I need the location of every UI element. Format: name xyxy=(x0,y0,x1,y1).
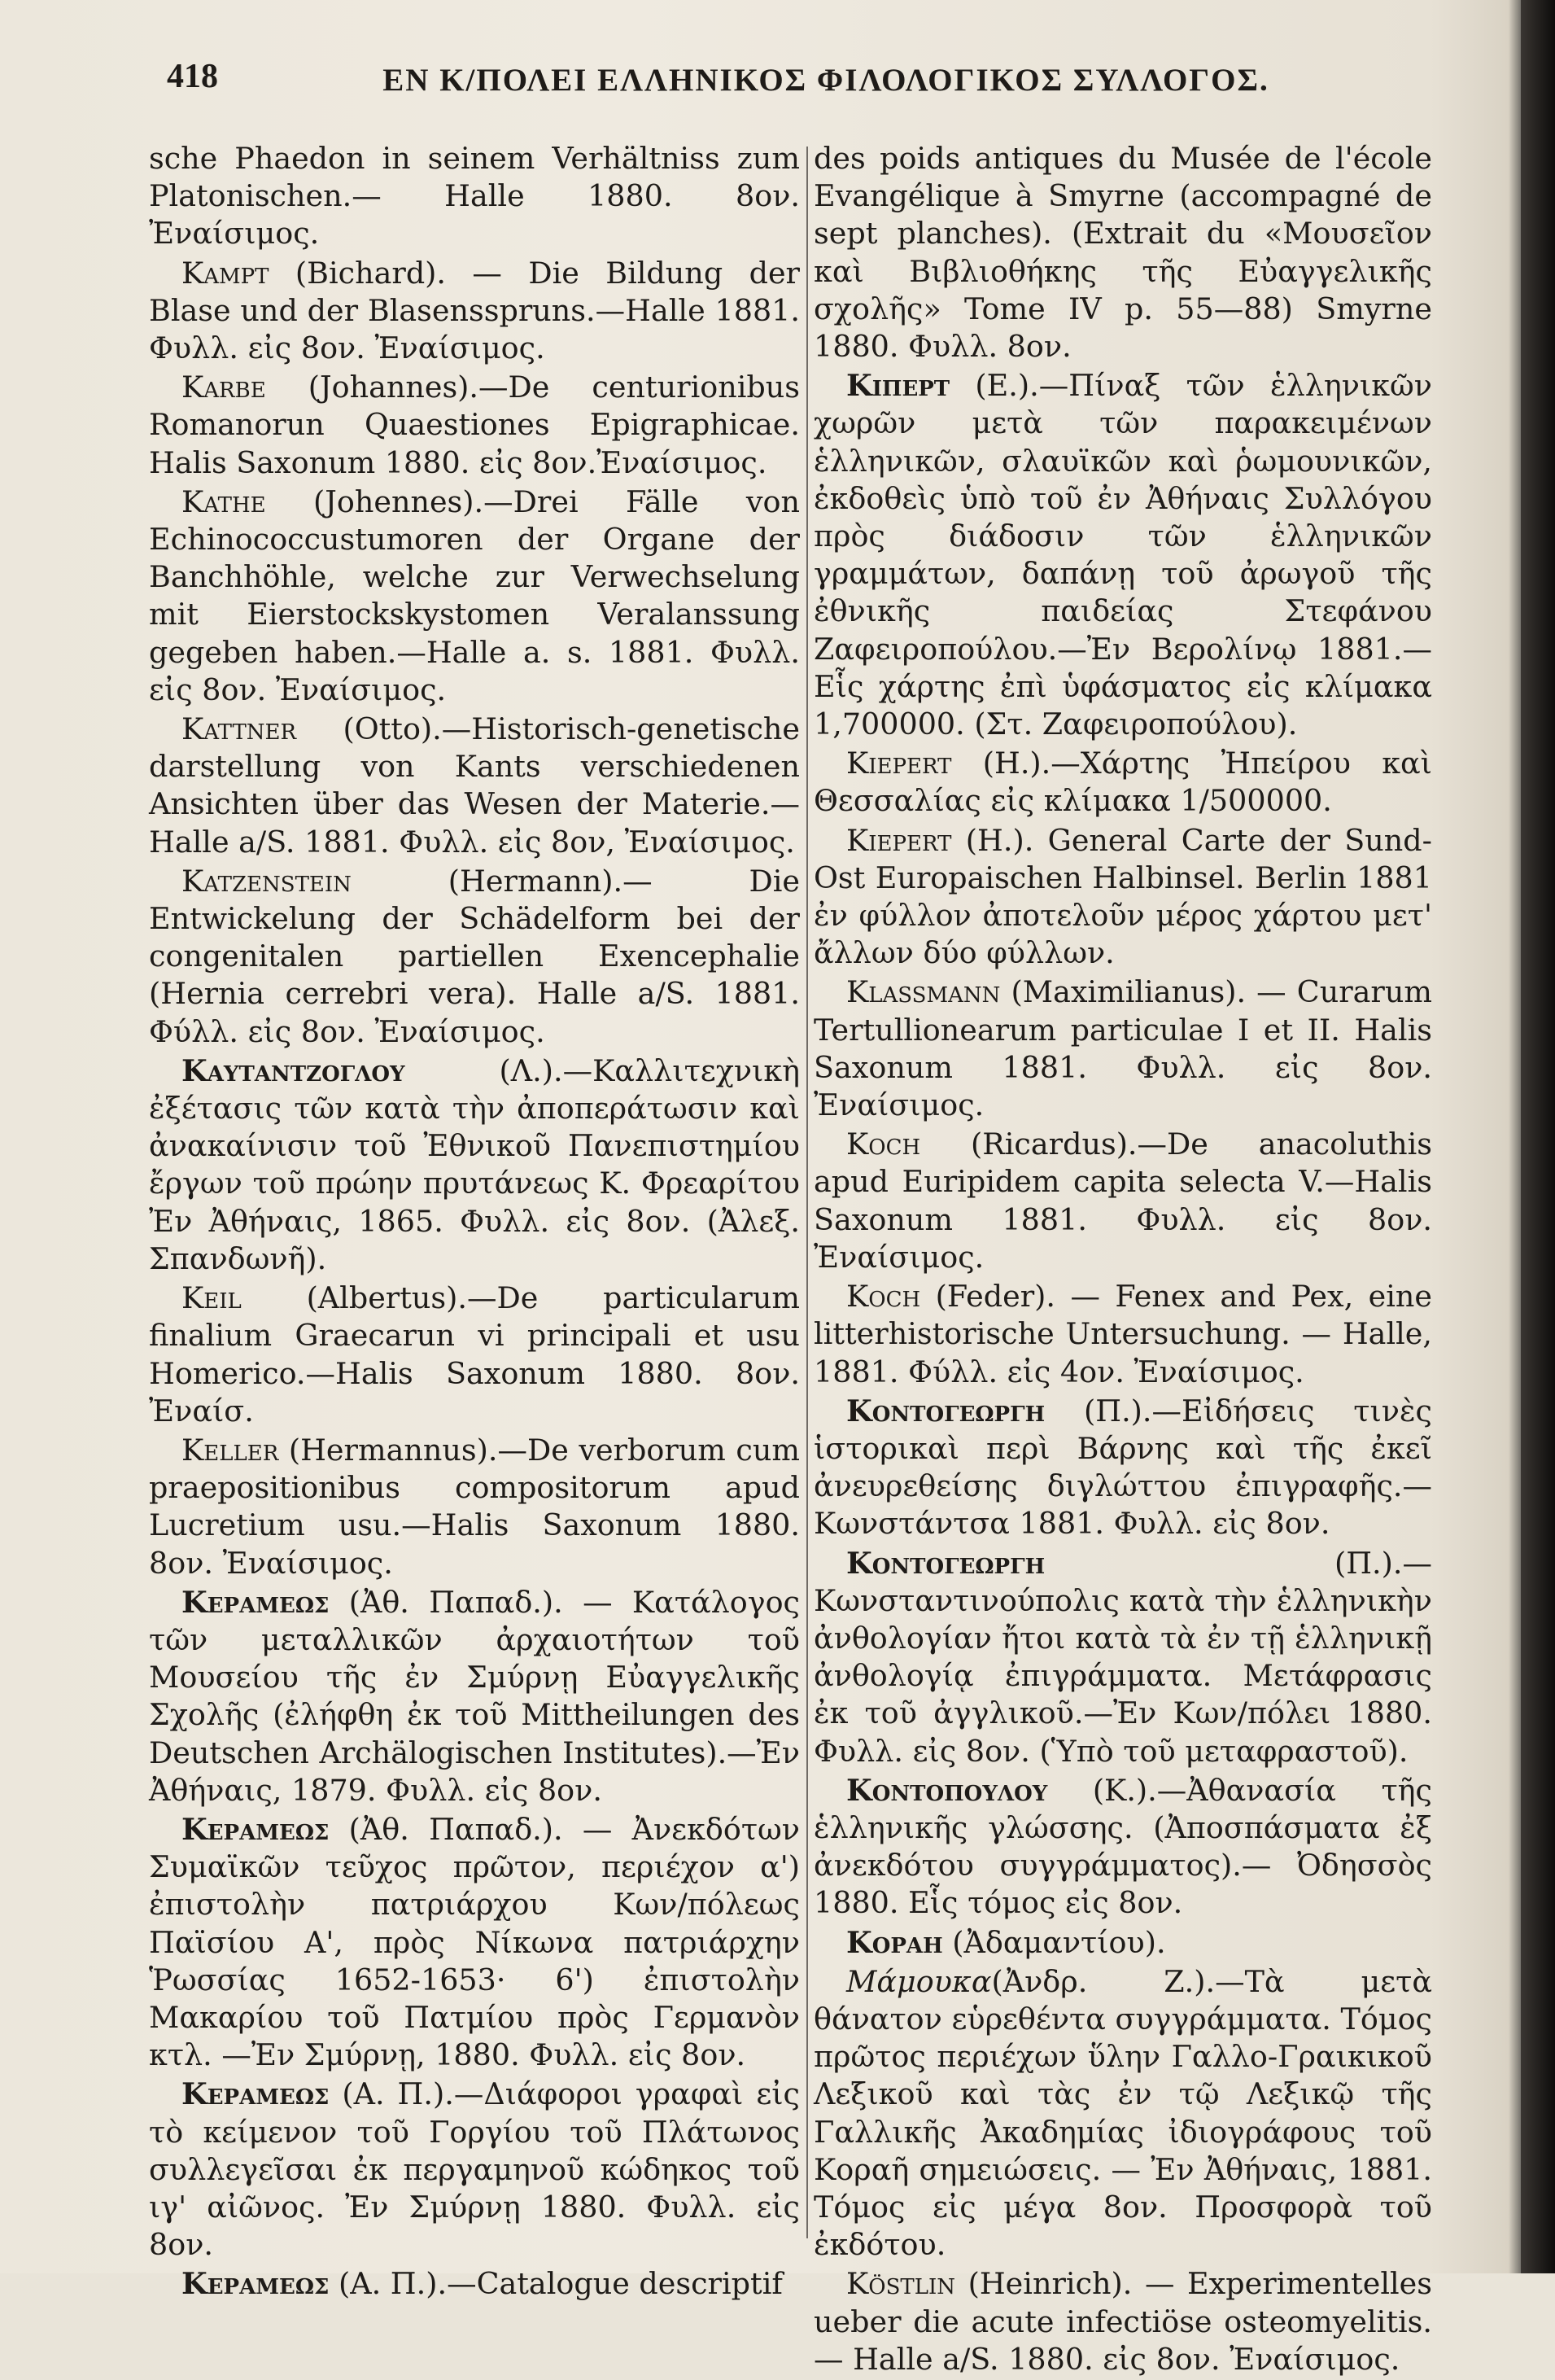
entry-text: (Feder). — Fenex and Pex, eine litterhistorische Untersuchung. — Halle, 1881. Φύλλ. εἰς 4ον. Ἐναίσιμος. xyxy=(814,1279,1432,1389)
bibliography-entry xyxy=(814,973,1432,1124)
bibliography-entry xyxy=(814,140,1432,365)
entry-text: sche Phaedon in seinem Verhältniss zum Platonischen.— Halle 1880. 8ον. Ἐναίσιμος. xyxy=(149,141,800,252)
bibliography-entry xyxy=(814,1393,1432,1543)
entry-text: (Ε.).—Πίναξ τῶν ἑλληνικῶν χωρῶν μετὰ τῶν παρακειμένων ἑλληνικῶν, σλαυϊκῶν καὶ ῥωμουνικῶν, ἐκδοθεὶς ὑπὸ τοῦ ἐν Ἀθήναις Συλλόγου πρὸς διάδοσιν τῶν ἑλληνικῶν γραμμάτων, δαπάνῃ τοῦ ἀρωγοῦ τῆς ἐθνικῆς παιδείας Στεφάνου Ζαφειροπούλου.—Ἐν Βερολίνῳ 1881.—Εἷς χάρτης ἐπὶ ὑφάσματος εἰς κλίμακα 1,700000. (Στ. Ζαφειροπούλου). xyxy=(814,368,1432,742)
page-number: 418 xyxy=(167,58,218,95)
author-name: Koch xyxy=(846,1127,921,1162)
left-column xyxy=(149,140,800,2305)
entry-text: (Ἀθ. Παπαδ.). — Κατάλογος τῶν μεταλλικῶν ἀρχαιοτήτων τοῦ Μουσείου τῆς ἐν Σμύρνῃ Εὐαγγελικῆς Σχολῆς (ἐλήφθη ἐκ τοῦ Mittheilungen des Deutschen Archälogischen Institutes).—Ἐν Ἀθήναις, 1879. Φυλλ. εἰς 8ον. xyxy=(149,1584,800,1808)
author-name: Keil xyxy=(181,1280,242,1316)
column-divider xyxy=(806,147,808,2238)
bibliography-entry xyxy=(814,745,1432,820)
entry-text: (Π.).—Κωνσταντινούπολις κατὰ τὴν ἑλληνικὴν ἀνθολογίαν ἤτοι κατὰ τὰ ἐν τῇ ἑλληνικῇ ἀνθολογίᾳ ἐπιγράμματα. Μετάφρασις ἐκ τοῦ ἀγγλικοῦ.—Ἐν Κων/πόλει 1880. Φυλλ. εἰς 8ον. (Ὑπὸ τοῦ μεταφραστοῦ). xyxy=(814,1545,1432,1769)
author-name: Kiepert xyxy=(846,746,952,781)
author-name: Μάμουκα xyxy=(846,1963,992,1999)
entry-text: (Α. Π.).—Catalogue descriptif xyxy=(329,2266,783,2302)
author-name: Klassmann xyxy=(846,974,1001,1010)
author-name: Κεραμεως xyxy=(181,1811,330,1847)
author-name: Κεραμεως xyxy=(181,2076,330,2112)
author-name: Καυτανtζογλου xyxy=(181,1052,405,1088)
entry-text: (Ἀθ. Παπαδ.). — Ἀνεκδότων Συμαϊκῶν τεῦχος πρῶτον, περιέχον α') ἐπιστολὴν πατριάρχου Κων/πόλεως Παϊσίου Α', πρὸς Νίκωνα πατριάρχην Ῥωσσίας 1652-1653· 6') ἐπιστολὴν Μακαρίου τοῦ Πατμίου πρὸς Γερμανὸν κτλ. —Ἐν Σμύρνῃ, 1880. Φυλλ. εἰς 8ον. xyxy=(149,1811,800,2073)
bibliography-entry xyxy=(814,1126,1432,1276)
author-name: Κεραμεως xyxy=(181,2266,330,2302)
entry-text: (Λ.).—Καλλιτεχνικὴ ἐξέτασις τῶν κατὰ τὴν ἀποπεράτωσιν καὶ ἀνακαίνισιν τοῦ Ἐθνικοῦ Πανεπιστημίου ἔργων τοῦ πρώην πρυτάνεως Κ. Φρεαρίτου Ἐν Ἀθήναις, 1865. Φυλλ. εἰς 8ον. (Ἀλεξ. Σπανδωνῆ). xyxy=(149,1052,800,1276)
bibliography-entry xyxy=(149,863,800,1051)
bibliography-entry xyxy=(149,483,800,709)
author-name: Κεραμεως xyxy=(181,1584,330,1620)
entry-text: (Johannes).—De centurionibus Romanorun Quaestiones Epigraphicae. Halis Saxonum 1880. εἰς 8ον.Ἐναίσιμος. xyxy=(149,370,800,480)
author-name: Köstlin xyxy=(846,2266,956,2302)
author-name: Kiepert xyxy=(846,822,952,858)
author-name: Κιπερτ xyxy=(846,368,950,404)
entry-text: (Ἀδαμαντίου). xyxy=(942,1924,1166,1960)
bibliography-entry xyxy=(814,1545,1432,1770)
bibliography-entry xyxy=(149,1052,800,1278)
entry-text: (H.). General Carte der Sund-Ost Europaischen Halbinsel. Berlin 1881 ἐν φύλλον ἀποτελοῦν μέρος χάρτου μετ' ἄλλων δύο φύλλων. xyxy=(814,822,1432,971)
entry-text: (Hermannus).—De verborum cum praepositionibus compositorum apud Lucretium usu.—Halis Saxonum 1880. 8ον. Ἐναίσιμος. xyxy=(149,1432,800,1581)
right-column xyxy=(814,140,1432,2380)
bibliography-entry xyxy=(149,369,800,482)
entry-text: (Α. Π.).—Διάφοροι γραφαὶ εἰς τὸ κείμενον τοῦ Γοργίου τοῦ Πλάτωνος συλλεγεῖσαι ἐκ περγαμηνοῦ κώδηκος τοῦ ιγ' αἰῶνος. Ἐν Σμύρνῃ 1880. Φυλλ. εἰς 8ον. xyxy=(149,2076,800,2263)
author-name: Κοντογεωργη xyxy=(846,1545,1046,1581)
entry-text: (Ἀνδρ. Ζ.).—Τὰ μετὰ θάνατον εὑρεθέντα συγγράμματα. Τόμος πρῶτος περιέχων ὕλην Γαλλο-Γραικικοῦ Λεξικοῦ καὶ τὰς ἐν τῷ Λεξικῷ τῆς Γαλλικῆς Ἀκαδημίας ἰδιογράφους τοῦ Κοραῆ σημειώσεις. — Ἐν Ἀθήναις, 1881. Τόμος εἰς μέγα 8ον. Προσφορὰ τοῦ ἐκδότου. xyxy=(814,1963,1432,2263)
bibliography-entry xyxy=(149,1432,800,1582)
author-name: Katzenstein xyxy=(181,863,352,899)
author-name: Karbe xyxy=(181,370,266,405)
running-title: ΕΝ Κ/ΠΟΛΕΙ ΕΛΛΗΝΙΚΟΣ ΦΙΛΟΛΟΓΙΚΟΣ ΣΥΛΛΟΓΟΣ. xyxy=(382,63,1269,98)
bibliography-entry xyxy=(149,1811,800,2074)
entry-text: des poids antiques du Musée de l'école Evangélique à Smyrne (accompagné de sept planches). (Extrait du «Μουσεῖον καὶ Βιβλιοθήκης τῆς Εὐαγγελικῆς σχολῆς» Tome IV p. 55—88) Smyrne 1880. Φυλλ. 8ον. xyxy=(814,141,1432,365)
bibliography-entry xyxy=(814,1278,1432,1391)
entry-text: (Otto).—Historisch-genetische darstellung von Kants verschiedenen Ansichten über das Wesen der Materie.—Halle a/S. 1881. Φυλλ. εἰς 8ον, Ἐναίσιμος. xyxy=(149,711,800,860)
bibliography-entry xyxy=(149,255,800,368)
entry-text: (Heinrich). — Experimentelles ueber die acute infectiöse osteomyelitis.— Halle a/S. 1880. εἰς 8ον. Ἐναίσιμος. xyxy=(814,2266,1432,2377)
bibliography-entry xyxy=(814,822,1432,973)
author-name: Koch xyxy=(846,1279,921,1315)
author-name: Kattner xyxy=(181,711,297,747)
entry-text: (Bichard). — Die Bildung der Blase und der Blasensspruns.—Halle 1881. Φυλλ. εἰς 8ον. Ἐναίσιμος. xyxy=(149,255,800,366)
book-spine-shadow xyxy=(1521,0,1555,2273)
bibliography-entry xyxy=(814,2265,1432,2378)
author-name: Kathe xyxy=(181,483,266,519)
running-head xyxy=(167,57,1436,114)
entry-text: (Ricardus).—De anacoluthis apud Euripidem capita selecta V.—Halis Saxonum 1881. Φυλλ. εἰς 8ον. Ἐναίσιμος. xyxy=(814,1127,1432,1275)
entry-text: (Π.).—Εἰδήσεις τινὲς ἱστορικαὶ περὶ Βάρνης καὶ τῆς ἐκεῖ ἀνευρεθείσης διγλώττου ἐπιγραφῆς.— Κωνστάντσα 1881. Φυλλ. εἰς 8ον. xyxy=(814,1393,1432,1542)
bibliography-entry xyxy=(149,2076,800,2264)
entry-text: (Johennes).—Drei Fälle von Echinococcustumoren der Organe der Banchhöhle, welche zur Verwechselung mit Eierstockskystomen Veralanssung gegeben haben.—Halle a. s. 1881. Φυλλ. εἰς 8ον. Ἐναίσιμος. xyxy=(149,483,800,707)
bibliography-entry xyxy=(814,1924,1432,1962)
entry-text: (Hermann).— Die Entwickelung der Schädelform bei der congenitalen partiellen Exencephalie (Hernia cerrebri vera). Halle a/S. 1881. Φύλλ. εἰς 8ον. Ἐναίσιμος. xyxy=(149,863,800,1049)
entry-text: (Κ.).—Ἀθανασία τῆς ἑλληνικῆς γλώσσης. (Ἀποσπάσματα ἐξ ἀνεκδότου συγγράμματος).— Ὀδησσὸς 1880. Εἷς τόμος εἰς 8ον. xyxy=(814,1772,1432,1921)
author-name: Κοραη xyxy=(846,1924,943,1960)
entry-text: (Maximilianus). — Curarum Tertullionearum particulae I et II. Halis Saxonum 1881. Φυλλ. εἰς 8ον. Ἐναίσιμος. xyxy=(814,974,1432,1123)
entry-text: (Η.).—Χάρτης Ἠπείρου καὶ Θεσσαλίας εἰς κλίμακα 1/500000. xyxy=(814,746,1432,819)
bibliography-entry xyxy=(149,140,800,253)
bibliography-entry xyxy=(149,2265,800,2303)
bibliography-entry xyxy=(149,711,800,861)
bibliography-entry xyxy=(814,1772,1432,1923)
author-name: Keller xyxy=(181,1432,279,1468)
bibliography-entry xyxy=(149,1280,800,1430)
author-name: Kampt xyxy=(181,255,269,291)
author-name: Κοντογεωργη xyxy=(846,1393,1046,1428)
entry-text: (Albertus).—De particularum finalium Graecarun vi principali et usu Homerico.—Halis Saxonum 1880. 8ον. Ἐναίσ. xyxy=(149,1280,800,1428)
bibliography-entry xyxy=(149,1584,800,1809)
bibliography-entry xyxy=(814,367,1432,743)
bibliography-entry xyxy=(814,1963,1432,2264)
author-name: Κοντοπουλου xyxy=(846,1772,1048,1808)
